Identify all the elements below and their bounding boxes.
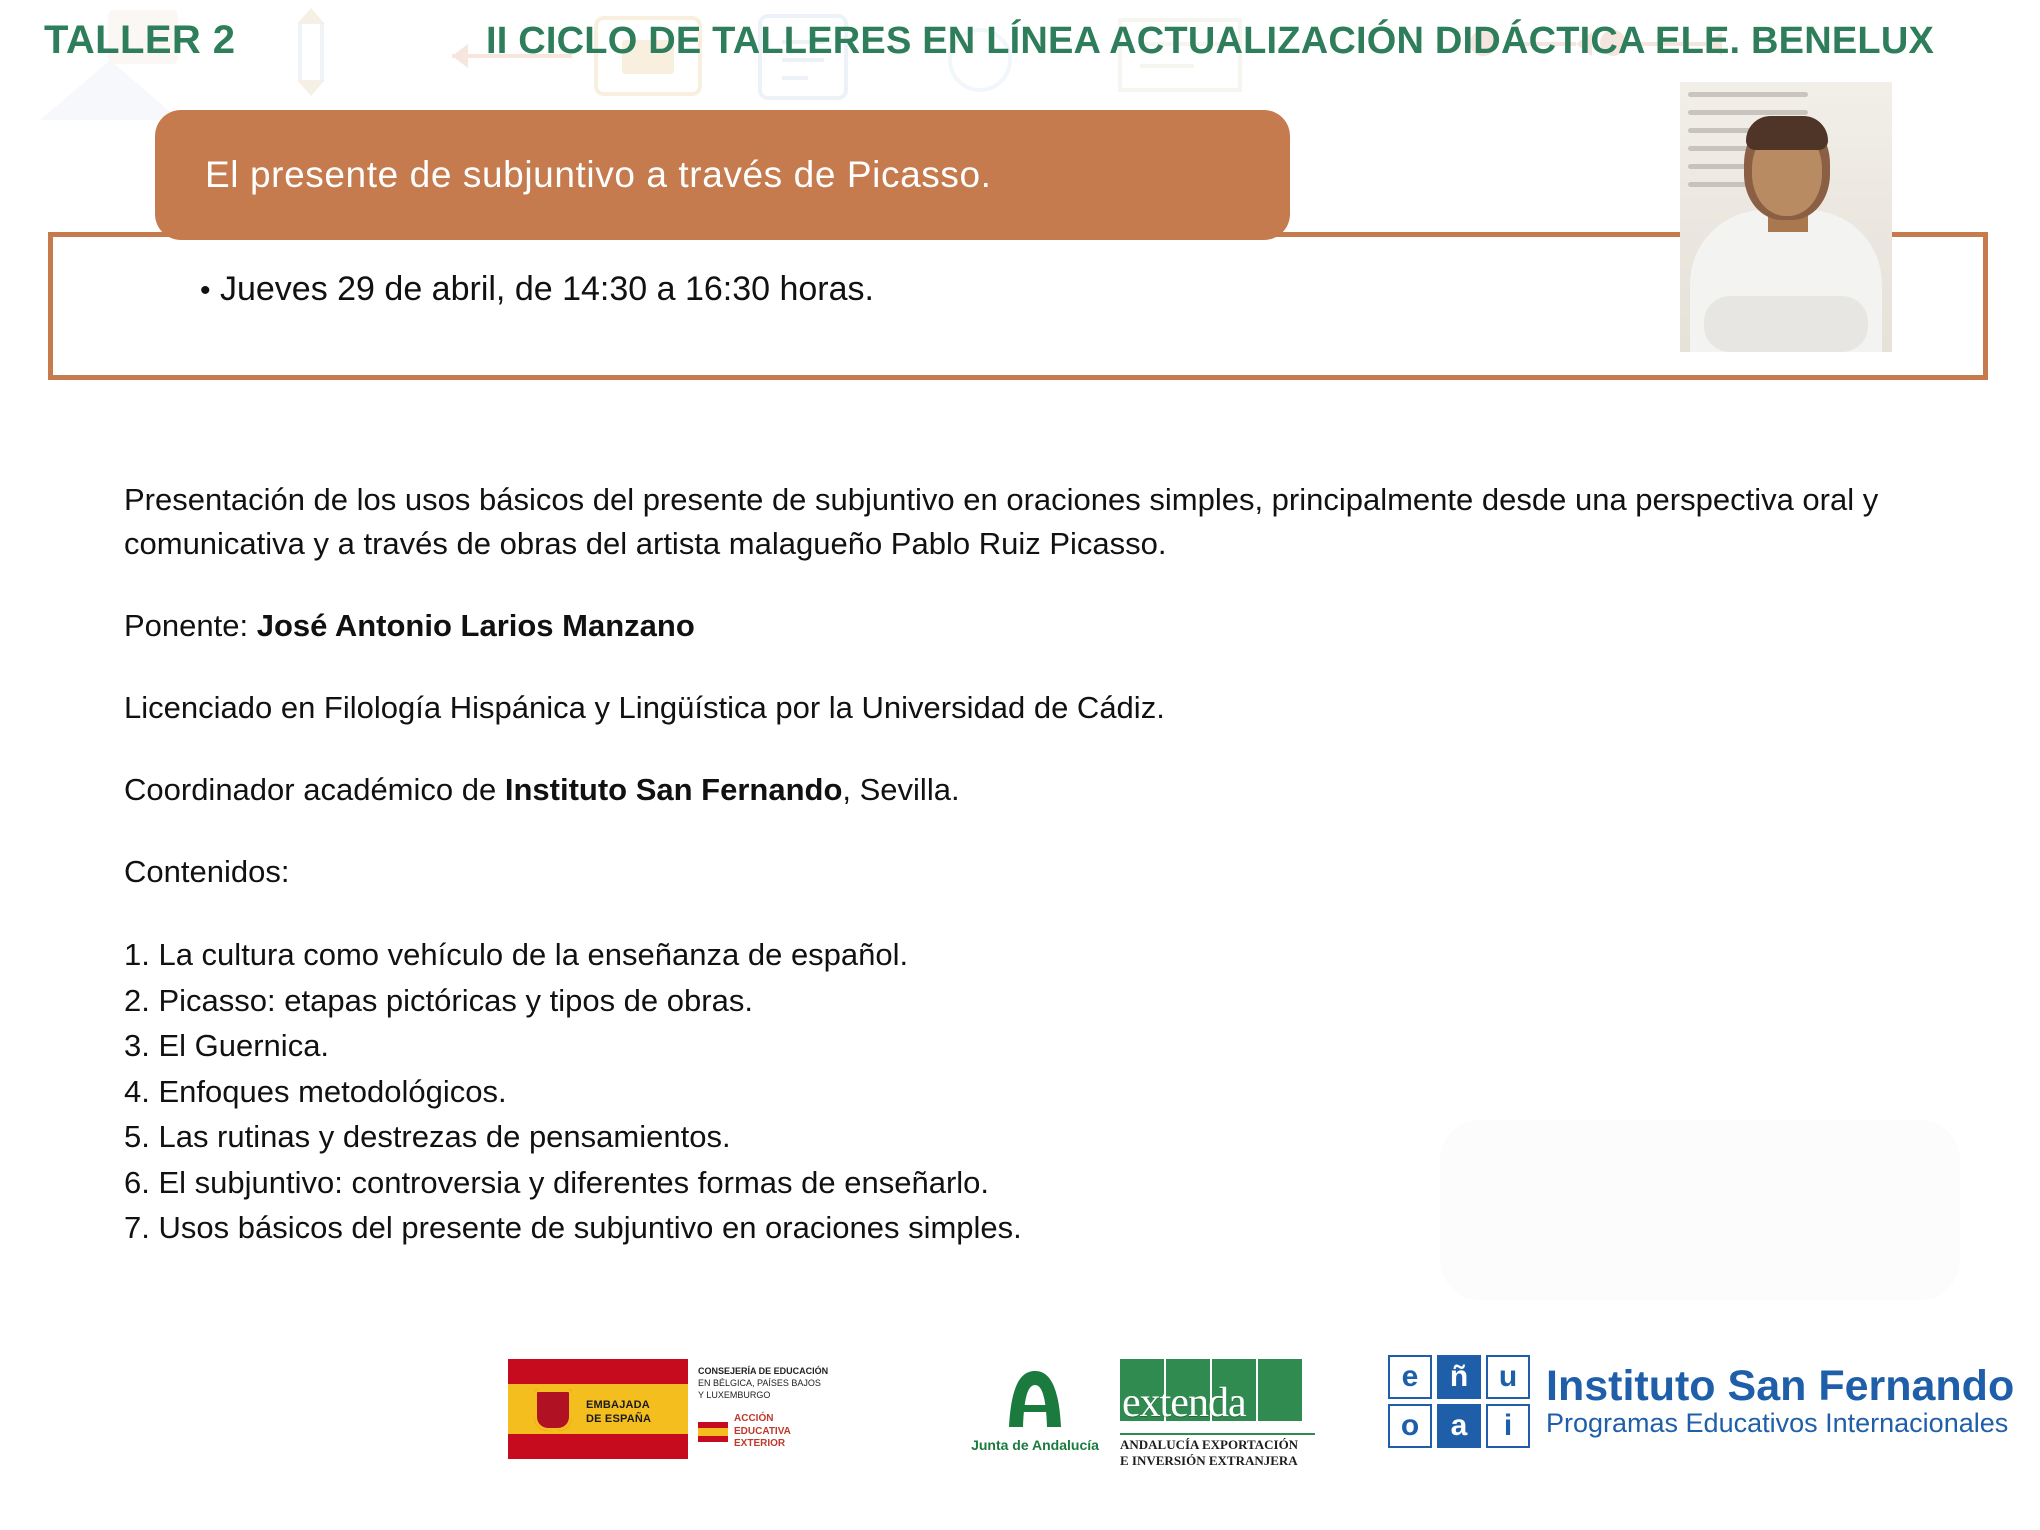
spain-flag-icon [508,1359,688,1459]
isf-text-block [1546,1361,2015,1439]
speaker-label: Ponente: [124,608,257,644]
list-item: 4. Enfoques metodológicos. [124,1073,507,1109]
isf-letter: a [1437,1404,1481,1448]
list-item: 5. Las rutinas y destrezas de pensamientos. [124,1119,731,1155]
list-item: 7. Usos básicos del presente de subjuntivo en oraciones simples. [124,1210,1022,1246]
page-title: II CICLO DE TALLERES EN LÍNEA ACTUALIZACIÓN DIDÁCTICA ELE. BENELUX [485,20,1935,62]
logo-embajada-de-espana [508,1359,838,1469]
extenda-mark [1120,1353,1300,1431]
list-item: 3. El Guernica. [124,1028,330,1064]
isf-tagline: Programas Educativos Internacionales [1546,1407,2009,1438]
embassy-caption: EMBAJADA DE ESPAÑA [586,1399,652,1425]
schedule-text: Jueves 29 de abril, de 14:30 a 16:30 horas. [219,270,874,308]
session-title-panel [155,110,1290,240]
isf-name: Instituto San Fernando [1546,1361,2015,1410]
role-prefix: Coordinador académico de [124,772,505,808]
isf-letter-grid [1388,1355,1530,1448]
accion-line-3: EXTERIOR [734,1438,786,1450]
speaker-photo [1680,82,1892,352]
list-item: 6. El subjuntivo: controversia y diferentes formas de enseñarlo. [124,1164,990,1200]
session-title-text: El presente de subjuntivo a través de Picasso. [205,154,992,195]
logo-junta-de-andalucia [955,1367,1115,1453]
extenda-subtitle [1120,1433,1315,1468]
junta-caption: Junta de Andalucía [971,1437,1099,1453]
junta-arch-icon [999,1367,1071,1431]
isf-letter: ñ [1437,1355,1481,1399]
bullet-icon: • [200,274,211,307]
accion-line-2: EDUCATIVA [734,1425,791,1437]
accion-line-1: ACCIÓN [734,1413,774,1425]
isf-letter: o [1388,1404,1432,1448]
speaker-paragraph [124,604,1954,648]
list-item: 1. La cultura como vehículo de la enseñanza de español. [124,937,909,973]
consejeria-line-2: EN BÉLGICA, PAÍSES BAJOS [698,1378,821,1389]
logo-extenda [1120,1353,1330,1468]
photo-person-hair [1746,116,1828,150]
speaker-name: José Antonio Larios Manzano [256,608,695,644]
accion-educativa-text [734,1413,791,1451]
workshop-label: TALLER 2 [44,18,236,62]
small-flag-icon [698,1422,728,1442]
schedule-line [200,270,874,309]
contents-label: Contenidos: [124,854,290,890]
isf-letter: i [1486,1404,1530,1448]
isf-letter: e [1388,1355,1432,1399]
extenda-wordmark: extenda [1122,1380,1246,1426]
footer-logos [0,1345,2040,1530]
spain-crest-icon [534,1389,572,1431]
list-item: 2. Picasso: etapas pictóricas y tipos de obras. [124,982,753,1018]
logo-instituto-san-fernando [1388,1355,2014,1448]
body-content [124,478,1954,1251]
role-institution: Instituto San Fernando [504,772,843,808]
isf-letter: u [1486,1355,1530,1399]
contents-list [124,932,1954,1251]
consejeria-line-3: Y LUXEMBURGO [698,1390,771,1401]
accion-educativa-row [698,1413,828,1451]
role-suffix: , Sevilla. [842,772,960,808]
consejeria-block [698,1359,828,1469]
photo-person-arms [1704,296,1868,352]
consejeria-line-1: CONSEJERÍA DE EDUCACIÓN [698,1366,829,1376]
degree-paragraph: Licenciado en Filología Hispánica y Lingüística por la Universidad de Cádiz. [124,690,1165,726]
header [0,0,2040,82]
description-paragraph: Presentación de los usos básicos del presente de subjuntivo en oraciones simples, principalmente desde una perspectiva oral y comunicativa y a través de obras del artista malagueño Pablo Ruiz Picasso. [124,482,1879,562]
extenda-sub-line-2: E INVERSIÓN EXTRANJERA [1120,1452,1298,1468]
role-paragraph [124,768,1954,812]
extenda-sub-line-1: ANDALUCÍA EXPORTACIÓN [1120,1437,1299,1452]
